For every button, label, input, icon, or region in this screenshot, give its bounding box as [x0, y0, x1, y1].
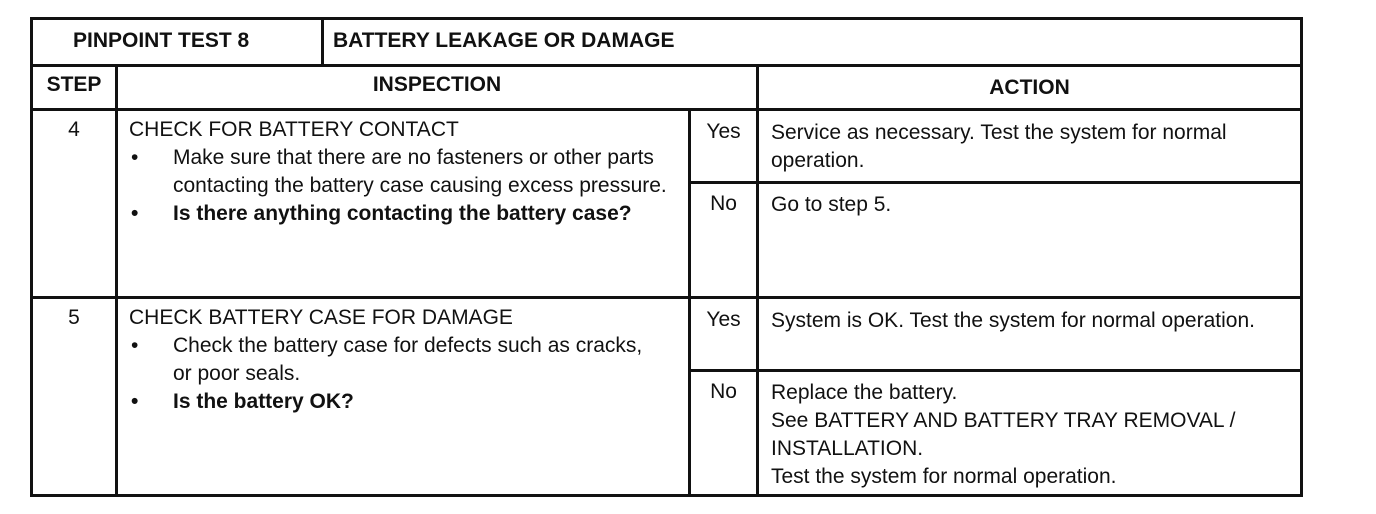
action-text: Go to step 5. — [771, 193, 892, 216]
inspection-cell — [129, 116, 683, 228]
column-header-divider — [33, 108, 1300, 111]
action-line: Test the system for normal operation. — [771, 465, 1117, 488]
step-number: 4 — [68, 118, 80, 141]
step-number: 5 — [68, 306, 80, 329]
inspection-title: CHECK FOR BATTERY CONTACT — [129, 118, 459, 141]
answer-yes: Yes — [706, 120, 741, 143]
inspection-bullets — [129, 144, 683, 228]
action-header: ACTION — [989, 76, 1070, 99]
pinpoint-test-table — [30, 17, 1303, 497]
inspection-question: • Is there anything contacting the battery case? — [129, 200, 683, 228]
step-header: STEP — [46, 73, 102, 96]
inspection-bullet: • Make sure that there are no fasteners or other parts contacting the battery case causing excess pressure. — [129, 144, 683, 200]
answer-yes: Yes — [706, 308, 741, 331]
inspection-cell — [129, 304, 683, 416]
step-column-divider — [115, 64, 118, 494]
answer-divider-step-4 — [688, 181, 1300, 184]
header-divider — [33, 64, 1300, 67]
action-text-block — [771, 379, 1271, 491]
answer-no: No — [710, 380, 737, 403]
inspection-bullets — [129, 332, 683, 416]
title-divider — [321, 20, 324, 64]
action-line: Replace the battery. — [771, 381, 958, 404]
action-text: System is OK. Test the system for normal operation. — [771, 309, 1255, 332]
action-line: See BATTERY AND BATTERY TRAY REMOVAL / INSTALLATION. — [771, 409, 1236, 460]
action-text: Service as necessary. Test the system for normal operation. — [771, 121, 1227, 172]
answer-column-divider — [688, 111, 691, 494]
inspection-bullet: • Check the battery case for defects such as cracks, or poor seals. — [129, 332, 653, 388]
answer-divider-step-5 — [688, 369, 1300, 372]
inspection-title: CHECK BATTERY CASE FOR DAMAGE — [129, 306, 513, 329]
test-label: PINPOINT TEST 8 — [73, 29, 250, 52]
action-column-divider — [756, 64, 759, 494]
answer-no: No — [710, 192, 737, 215]
inspection-question: • Is the battery OK? — [129, 388, 683, 416]
inspection-header: INSPECTION — [372, 73, 502, 96]
row-divider — [33, 296, 1300, 299]
test-title: BATTERY LEAKAGE OR DAMAGE — [333, 29, 675, 52]
